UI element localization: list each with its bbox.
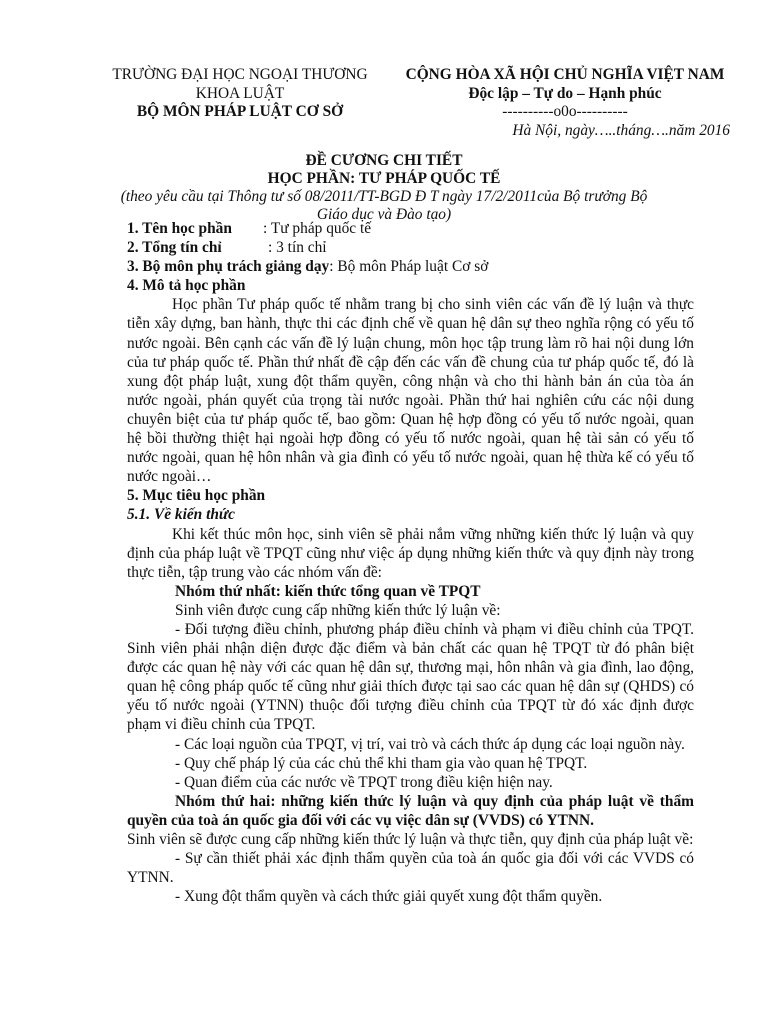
description-paragraph: Học phần Tư pháp quốc tế nhằm trang bị cho sinh viên các vấn đề lý luận và thực tiễn xây dựng, ban hành, thực thi các định chế về quan hệ dân sự theo nghĩa rộng có yếu tố nước ngoài. Bên cạnh các vấn đề lý luận chung, môn học tập trung làm rõ hai nội dung lớn của tư pháp quốc tế. Phần thứ nhất đề cập đến các vấn đề chung của tư pháp quốc tế, đó là xung đột pháp luật, xung đột thẩm quyền, công nhận và cho thi hành bản án của tòa án nước ngoài, phán quyết của trọng tài nước ngoài. Phần thứ hai nghiên cứu các nội dung chuyên biệt của tư pháp quốc tế, bao gồm: Quan hệ hợp đồng có yếu tố nước ngoài, quan hệ bồi thường thiệt hại ngoài hợp đồng có yếu tố nước ngoài, quan hệ tài sản có yếu tố nước ngoài, quan hệ hôn nhân và gia đình có yếu tố nước ngoài, quan hệ thừa kế có yếu tố nước ngoài… (127, 296, 694, 486)
header-right (392, 66, 738, 140)
document-body (127, 219, 694, 906)
department-value: : Bộ môn Pháp luật Cơ sở (329, 258, 489, 276)
document-title: ĐỀ CƯƠNG CHI TIẾT (305, 152, 463, 169)
group2-bullet-2: - Xung đột thẩm quyền và cách thức giải quyết xung đột thẩm quyền. (175, 888, 603, 906)
regulation-note: (theo yêu cầu tại Thông tư số 08/2011/TT-BGD Đ T ngày 17/2/2011của Bộ trưởng Bộ Giáo dục và Đào tạo) (120, 188, 648, 223)
group1-bullet-2: - Các loại nguồn của TPQT, vị trí, vai trò và cách thức áp dụng các loại nguồn này. (175, 735, 685, 753)
group1-bullet-1: - Đối tượng điều chỉnh, phương pháp điều chỉnh và phạm vi điều chỉnh của TPQT. Sinh viên phải nhận diện được đặc điểm và bản chất các quan hệ TPQT từ đó phân biệt được các quan hệ này với các quan hệ dân sự, thương mại, hôn nhân và gia đình, lao động, quan hệ công pháp quốc tế cũng như giải thích được tại sao các quan hệ dân sự (QHDS) có yếu tố nước ngoài (YTNN) thuộc đối tượng điều chỉnh của TPQT từ đó xác định được phạm vi điều chỉnh của TPQT. (127, 620, 694, 734)
course-name-label: 1. Tên học phần (127, 220, 232, 237)
title-block (120, 152, 648, 224)
credits-label: 2. Tổng tín chỉ (127, 239, 222, 257)
national-title: CỘNG HÒA XÃ HỘI CHỦ NGHĨA VIỆT NAM (405, 66, 725, 83)
course-name-row (127, 219, 694, 238)
group1-bullet-4: - Quan điểm của các nước về TPQT trong điều kiện hiện nay. (175, 773, 553, 791)
knowledge-intro: Khi kết thúc môn học, sinh viên sẽ phải nắm vững những kiến thức lý luận và quy định của pháp luật về TPQT cũng như việc áp dụng những kiến thức và quy định này trong thực tiễn, tập trung vào các nhóm vấn đề: (127, 525, 694, 581)
course-title: HỌC PHẦN: TƯ PHÁP QUỐC TẾ (267, 170, 501, 187)
header-divider: ----------o0o---------- (502, 103, 628, 121)
group1-title: Nhóm thứ nhất: kiến thức tổng quan về TPQT (175, 582, 481, 600)
university-name: TRƯỜNG ĐẠI HỌC NGOẠI THƯƠNG (112, 66, 368, 83)
knowledge-heading: 5.1. Về kiến thức (127, 506, 235, 524)
group2-intro: Sinh viên sẽ được cung cấp những kiến thức lý luận và thực tiễn, quy định của pháp luật về: (127, 831, 694, 848)
department-row (127, 257, 694, 276)
faculty-name: KHOA LUẬT (195, 84, 285, 102)
document-date: Hà Nội, ngày…..tháng….năm 2016 (512, 121, 730, 139)
objectives-heading: 5. Mục tiêu học phần (127, 487, 266, 505)
header-left (100, 66, 380, 122)
group2-title: Nhóm thứ hai: những kiến thức lý luận và quy định của pháp luật về thẩm quyền của toà án quốc gia đối với các vụ việc dân sự (VVDS) có YTNN. (127, 792, 694, 829)
department-label: 3. Bộ môn phụ trách giảng dạy (127, 258, 330, 276)
course-name-value: : Tư pháp quốc tế (263, 220, 372, 237)
credits-row (127, 238, 694, 257)
department-name: BỘ MÔN PHÁP LUẬT CƠ SỞ (136, 103, 344, 121)
group2-bullet-1: - Sự cần thiết phải xác định thẩm quyền của toà án quốc gia đối với các VVDS có YTNN. (127, 850, 694, 887)
national-motto: Độc lập – Tự do – Hạnh phúc (468, 84, 662, 102)
description-heading: 4. Mô tả học phần (127, 277, 246, 295)
group1-bullet-3: - Quy chế pháp lý của các chủ thể khi tham gia vào quan hệ TPQT. (175, 754, 588, 772)
credits-value: : 3 tín chỉ (268, 239, 327, 257)
group1-intro: Sinh viên được cung cấp những kiến thức lý luận về: (175, 601, 501, 619)
